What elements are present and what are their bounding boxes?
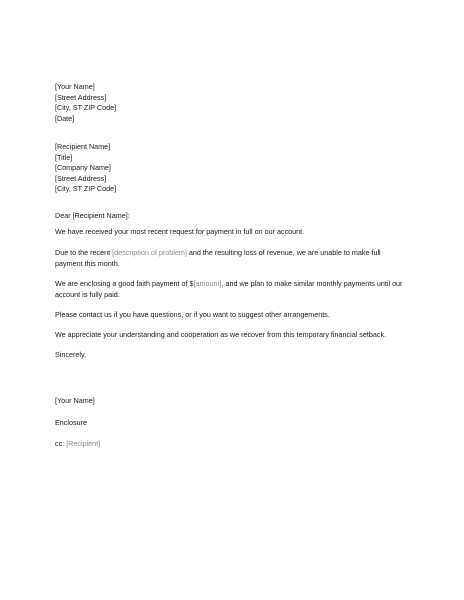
sender-city: [City, ST ZIP Code] — [55, 103, 117, 112]
enclosure-text: Enclosure — [55, 418, 87, 427]
sender-address-block — [55, 82, 415, 124]
paragraph-3-start: We are enclosing a good faith payment of $ — [55, 279, 194, 288]
paragraph-2-start: Due to the recent — [55, 248, 113, 257]
recipient-street: [Street Address] — [55, 173, 107, 183]
closing-text: Sincerely, — [55, 350, 87, 359]
paragraph-3-text — [55, 279, 410, 300]
paragraph-2 — [55, 248, 410, 269]
recipient-name: [Recipient Name] — [55, 142, 111, 151]
salutation-text: Dear [Recipient Name]: — [55, 211, 130, 220]
cc-line-text — [55, 439, 415, 450]
cc-label: cc: — [55, 439, 67, 448]
paragraph-5 — [55, 330, 425, 341]
paragraph-3-end: , and we plan to make similar monthly payments until our account is fully paid. — [55, 279, 403, 299]
sender-street: [Street Address] — [55, 92, 107, 102]
signature-name — [55, 396, 415, 407]
paragraph-5-text: We appreciate your understanding and cooperation as we recover from this temporary financial setback. — [55, 330, 387, 339]
signature-name-text: [Your Name] — [55, 396, 95, 405]
sender-name: [Your Name] — [55, 82, 95, 91]
paragraph-4-text: Please contact us if you have questions, or if you want to suggest other arrangements. — [55, 310, 330, 319]
recipient-city: [City, ST ZIP Code] — [55, 184, 117, 193]
enclosure — [55, 418, 415, 429]
paragraph-1-text: We have received your most recent request for payment in full on our account. — [55, 227, 305, 236]
cc-recipient-placeholder: [Recipient] — [66, 439, 101, 448]
closing — [55, 350, 415, 361]
paragraph-1 — [55, 227, 415, 238]
amount-placeholder: [amount] — [193, 279, 222, 288]
recipient-address-block — [55, 142, 415, 195]
recipient-company: [Company Name] — [55, 163, 111, 172]
recipient-title: [Title] — [55, 152, 73, 162]
salutation — [55, 211, 415, 222]
problem-placeholder: [description of problem] — [112, 248, 187, 257]
letter-date: [Date] — [55, 113, 75, 123]
paragraph-2-text — [55, 248, 410, 269]
paragraph-2-end: and the resulting loss of revenue, we are unable to make full payment this month. — [55, 248, 381, 268]
cc-line — [55, 439, 415, 450]
paragraph-3 — [55, 279, 410, 300]
paragraph-4 — [55, 310, 415, 321]
